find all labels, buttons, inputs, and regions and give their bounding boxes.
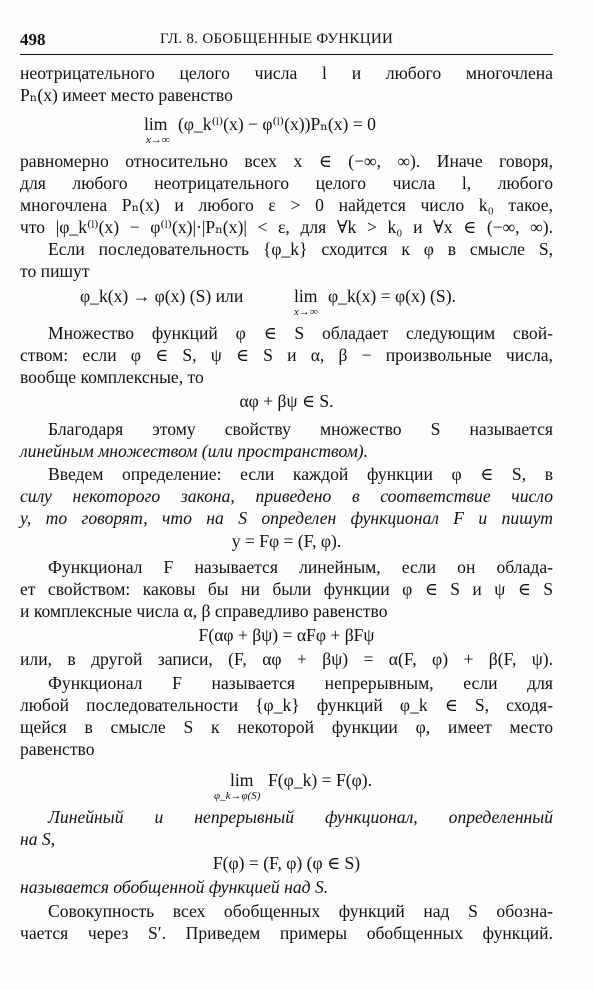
text-line: линейным множеством (или пространством).	[20, 441, 369, 461]
text-line: Если последовательность {φ_k} сходится к φ в смысле S,	[48, 239, 553, 259]
equation-linearity: F(αφ + βψ) = αFφ + βFψ	[198, 625, 375, 645]
lim-subscript: x→∞	[294, 306, 318, 318]
page-number: 498	[20, 30, 46, 49]
running-head: ГЛ. 8. ОБОБЩЕННЫЕ ФУНКЦИИ	[160, 31, 394, 47]
text-line: Pₙ(x) имеет место равенство	[20, 85, 233, 105]
text-line: равномерно относительно всех x ∈ (−∞, ∞). Иначе говоря,	[20, 151, 553, 171]
equation-body: F(φ_k) = F(φ).	[268, 770, 373, 790]
text-line: Совокупность всех обобщенных функций над S обозна-	[48, 901, 553, 921]
text-line: что |φ_k⁽ˡ⁾(x) − φ⁽ˡ⁾(x)|·|Pₙ(x)| < ε, для ∀k > k₀ и ∀x ∈ (−∞, ∞).	[20, 217, 553, 237]
text-line: Линейный и непрерывный функционал, определенный	[48, 807, 553, 827]
text-line: силу некоторого закона, приведено в соответствие число	[20, 486, 553, 506]
text-line: неотрицательного целого числа l и любого многочлена	[20, 63, 553, 83]
text-line: щейся в смысле S к некоторой функции φ, имеет место	[20, 717, 553, 737]
text-line: Множество функций φ ∈ S обладает следующим свой-	[48, 323, 553, 343]
lim-operator: lim	[230, 770, 254, 790]
text-line: любой последовательности {φ_k} функций φ_k ∈ S, сходя-	[20, 695, 553, 715]
text-line: чается через S′. Приведем примеры обобщенных функций.	[20, 923, 553, 943]
text-line: ет свойством: каковы бы ни были функции φ ∈ S и ψ ∈ S	[20, 579, 553, 599]
text-line: или, в другой записи, (F, αφ + βψ) = α(F, φ) + β(F, ψ).	[20, 649, 553, 669]
text-line: ством: если φ ∈ S, ψ ∈ S и α, β − произвольные числа,	[20, 345, 553, 365]
equation-functional: y = Fφ = (F, φ).	[231, 531, 342, 551]
equation-body: (φ_k⁽ˡ⁾(x) − φ⁽ˡ⁾(x))Pₙ(x) = 0	[178, 114, 376, 134]
text-line: на S,	[20, 829, 56, 849]
text-line: равенство	[20, 739, 95, 759]
equation-right: φ_k(x) = φ(x) (S).	[328, 286, 456, 306]
text-line: Функционал F называется непрерывным, если для	[48, 673, 553, 693]
text-line: то пишут	[20, 261, 90, 281]
text-line: y, то говорят, что на S определен функционал F и пишут	[20, 508, 553, 528]
text-line: Благодаря этому свойству множество S называется	[48, 419, 553, 439]
text-line: Введем определение: если каждой функции φ ∈ S, в	[48, 464, 553, 484]
text-line: Функционал F называется линейным, если он облада-	[48, 557, 553, 577]
lim-operator: lim	[294, 286, 318, 306]
lim-operator: lim	[144, 114, 168, 134]
lim-subscript: x→∞	[146, 134, 170, 146]
text-line: вообще комплексные, то	[20, 367, 204, 387]
text-line: многочлена Pₙ(x) и любого ε > 0 найдется число k₀ такое,	[20, 195, 553, 215]
page-header	[20, 30, 553, 55]
equation-generalized-function: F(φ) = (F, φ) (φ ∈ S)	[212, 853, 361, 873]
text-line: называется обобщенной функцией над S.	[20, 877, 329, 897]
text-line: для любого неотрицательного целого числа l, любого	[20, 173, 553, 193]
lim-subscript: φ_k→φ(S)	[214, 790, 261, 802]
equation-linear-combination: αφ + βψ ∈ S.	[239, 391, 334, 411]
equation-left: φ_k(x) → φ(x) (S) или	[80, 286, 244, 306]
text-line: и комплексные числа α, β справедливо равенство	[20, 601, 388, 621]
